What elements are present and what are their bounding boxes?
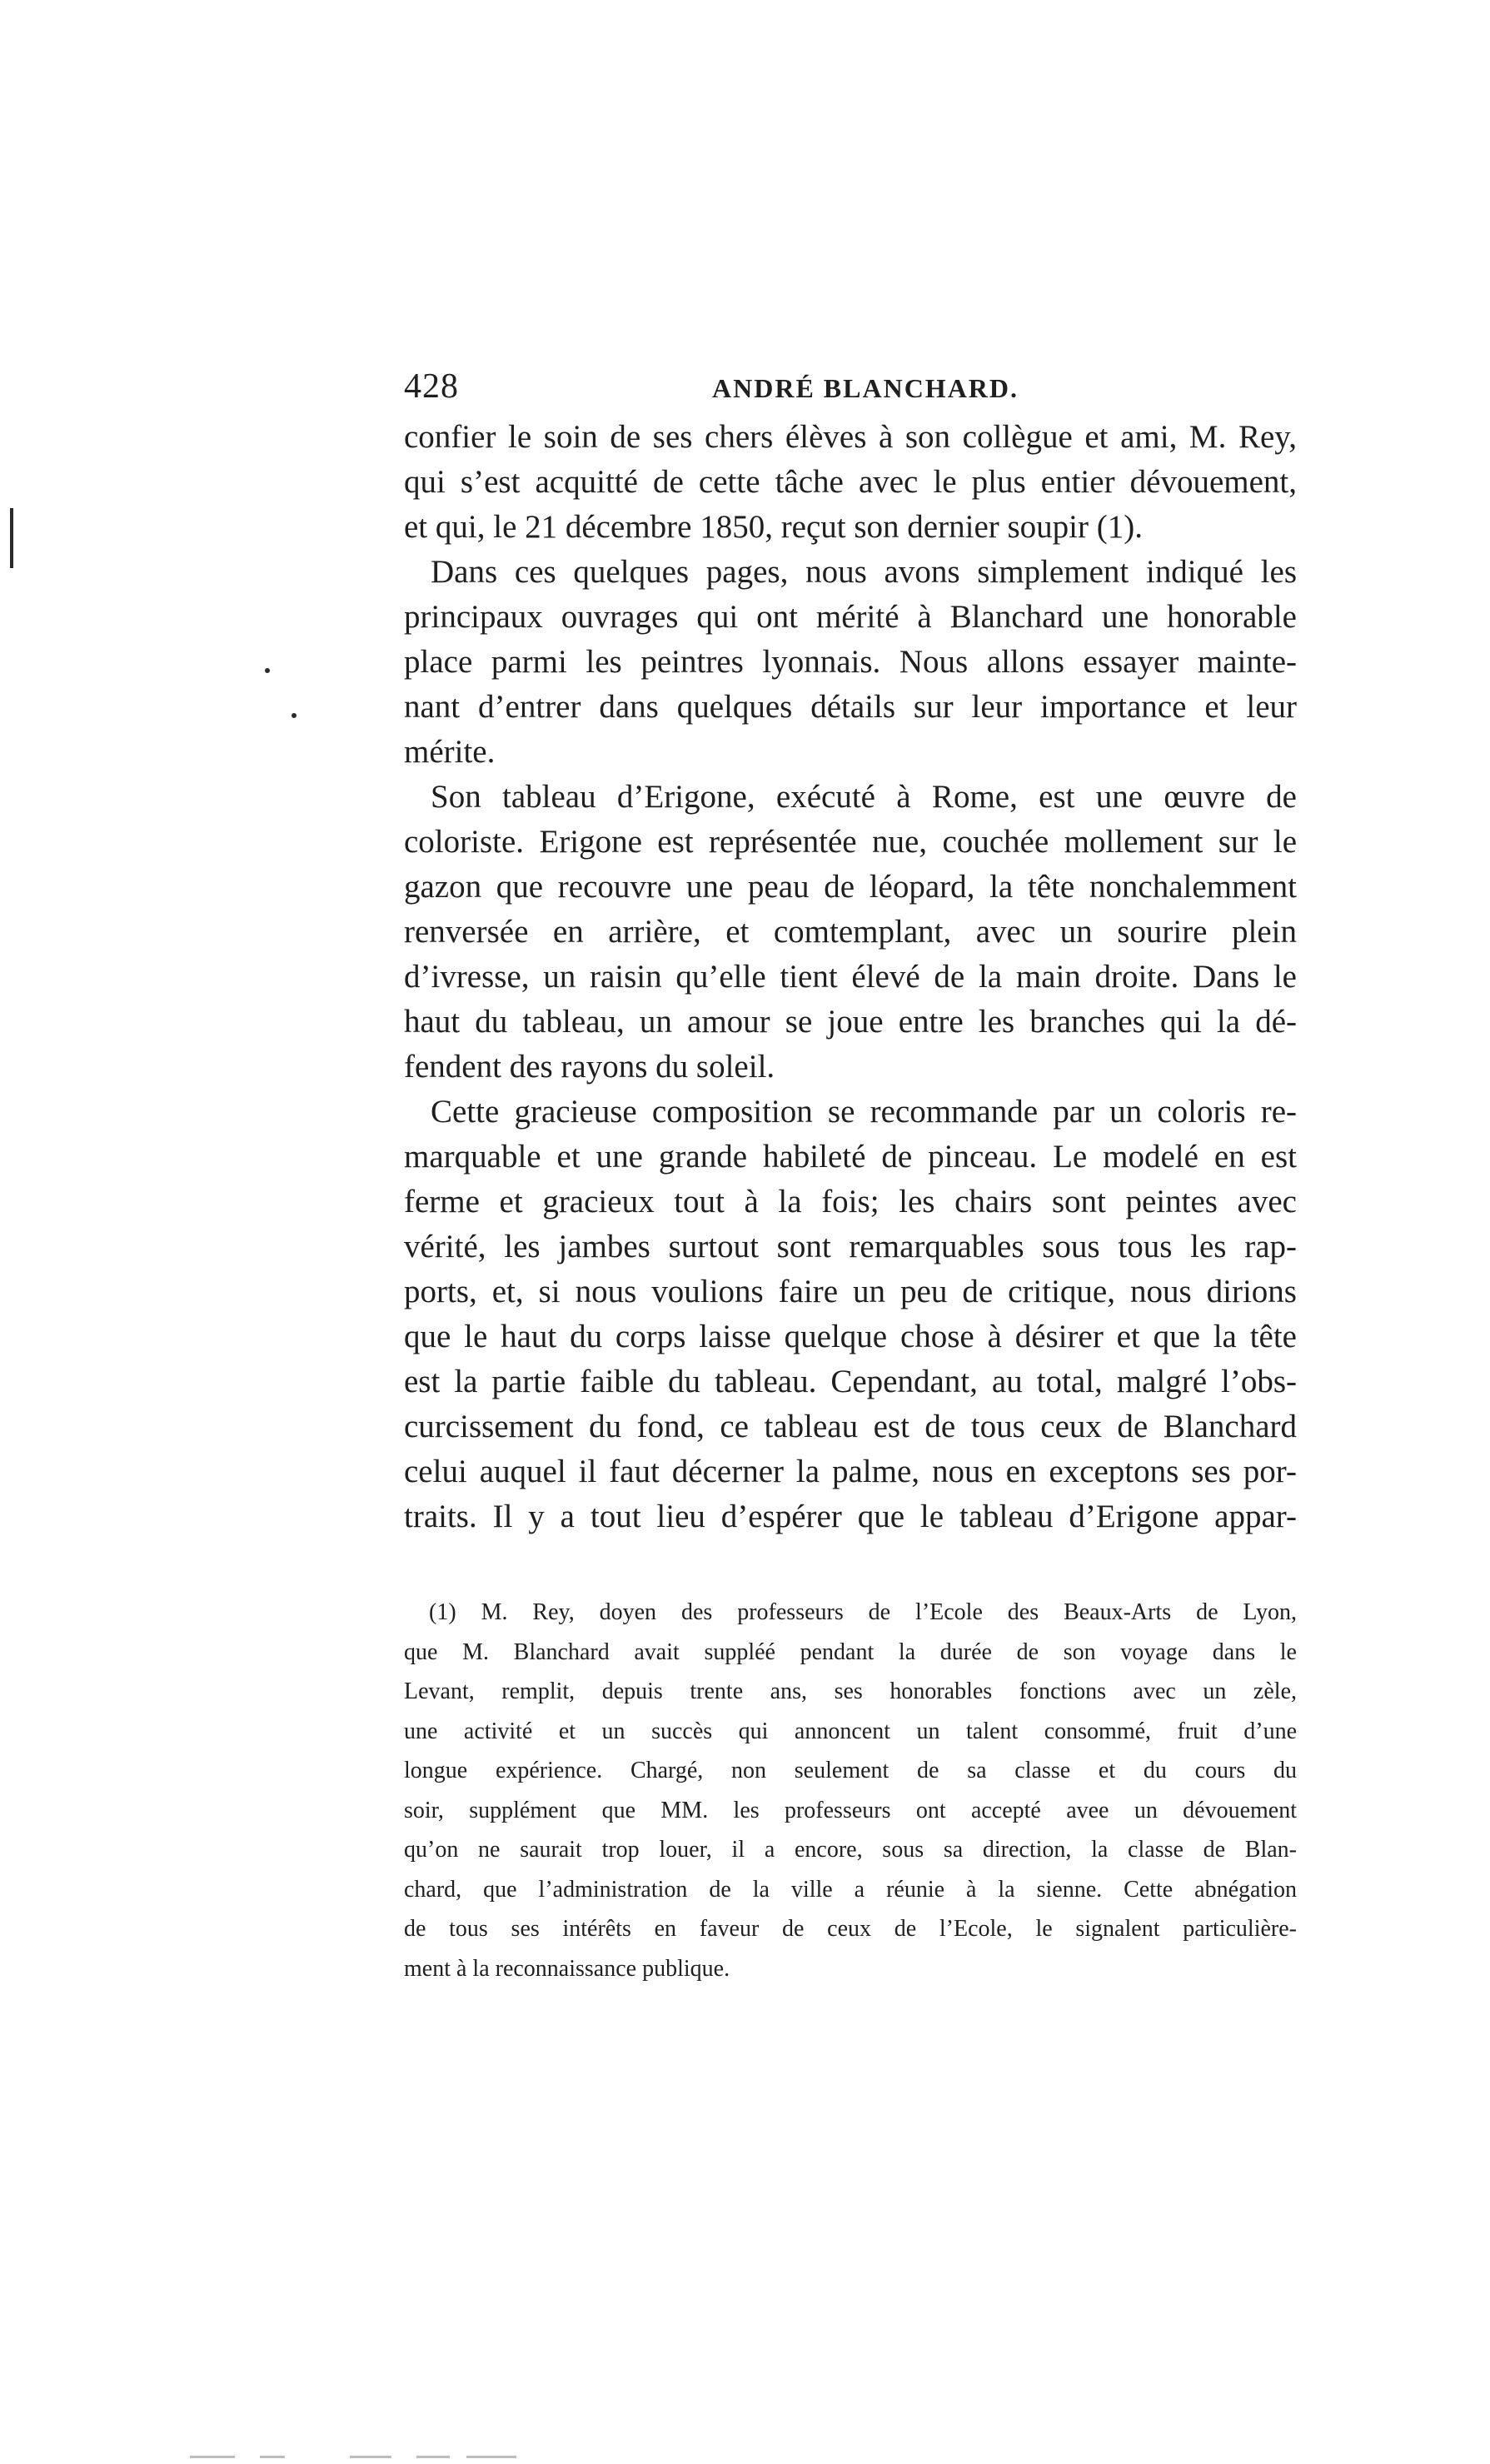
- text-line: place parmi les peintres lyonnais. Nous allons essayer mainte-: [404, 644, 1297, 680]
- text-line: Cette gracieuse composition se recommande par un coloris re-: [431, 1094, 1297, 1130]
- text-line: et qui, le 21 décembre 1850, reçut son dernier soupir (1).: [404, 509, 1143, 545]
- footnote-line: chard, que l’administration de la ville a réunie à la sienne. Cette abnégation: [404, 1876, 1297, 1903]
- footnote-line: qu’on ne saurait trop louer, il a encore, sous sa direction, la classe de Blan-: [404, 1837, 1297, 1863]
- text-line: renversée en arrière, et comtemplant, avec un sourire plein: [404, 914, 1297, 950]
- scan-artifact-rule: [260, 2456, 285, 2458]
- text-line: vérité, les jambes surtout sont remarquables sous tous les rap-: [404, 1229, 1297, 1264]
- text-line: ferme et gracieux tout à la fois; les chairs sont peintes avec: [404, 1184, 1297, 1220]
- text-line: d’ivresse, un raisin qu’elle tient élevé de la main droite. Dans le: [404, 959, 1297, 995]
- text-line: fendent des rayons du soleil.: [404, 1049, 775, 1085]
- page-header: [404, 367, 1312, 416]
- page-number: 428: [404, 367, 459, 406]
- text-line: marquable et une grande habileté de pinceau. Le modelé en est: [404, 1139, 1297, 1175]
- footnote-line: que M. Blanchard avait suppléé pendant la durée de son voyage dans le: [404, 1639, 1297, 1665]
- scan-artifact-rule: [466, 2456, 516, 2458]
- text-line: nant d’entrer dans quelques détails sur leur importance et leur: [404, 689, 1297, 725]
- text-line: confier le soin de ses chers élèves à son collègue et ami, M. Rey,: [404, 419, 1297, 455]
- footnote: [404, 1593, 1297, 1988]
- footnote-line: (1) M. Rey, doyen des professeurs de l’Ecole des Beaux-Arts de Lyon,: [429, 1599, 1297, 1625]
- scan-artifact-rule: [416, 2456, 450, 2458]
- running-head: ANDRÉ BLANCHARD.: [712, 373, 1019, 403]
- text-line: principaux ouvrages qui ont mérité à Blanchard une honorable: [404, 599, 1297, 635]
- text-line: celui auquel il faut décerner la palme, nous en exceptons ses por-: [404, 1454, 1297, 1489]
- scan-artifact-bar: [10, 508, 13, 568]
- text-line: est la partie faible du tableau. Cependant, au total, malgré l’obs-: [404, 1364, 1297, 1399]
- text-line: gazon que recouvre une peau de léopard, la tête nonchalemment: [404, 869, 1297, 905]
- text-line: que le haut du corps laisse quelque chose à désirer et que la tête: [404, 1319, 1297, 1354]
- scan-artifact-rule: [190, 2456, 235, 2458]
- footnote-line: soir, supplément que MM. les professeurs ont accepté avee un dévouement: [404, 1797, 1297, 1823]
- scan-artifact-dot: [292, 713, 297, 718]
- main-text: [404, 415, 1297, 1539]
- text-line: Dans ces quelques pages, nous avons simplement indiqué les: [431, 554, 1297, 590]
- text-line: qui s’est acquitté de cette tâche avec le plus entier dévouement,: [404, 464, 1297, 500]
- footnote-line: ment à la reconnaissance publique.: [404, 1955, 730, 1982]
- text-line: traits. Il y a tout lieu d’espérer que le tableau d’Erigone appar-: [404, 1499, 1297, 1534]
- text-line: ports, et, si nous voulions faire un peu de critique, nous dirions: [404, 1274, 1297, 1309]
- scan-artifact-rule: [350, 2456, 391, 2458]
- footnote-line: de tous ses intérêts en faveur de ceux de l’Ecole, le signalent particulière-: [404, 1916, 1297, 1942]
- text-line: curcissement du fond, ce tableau est de tous ceux de Blanchard: [404, 1409, 1297, 1444]
- text-line: haut du tableau, un amour se joue entre les branches qui la dé-: [404, 1004, 1297, 1040]
- text-line: coloriste. Erigone est représentée nue, couchée mollement sur le: [404, 824, 1297, 860]
- scan-artifact-dot: [265, 668, 270, 673]
- text-line: mérite.: [404, 734, 496, 770]
- footnote-line: longue expérience. Chargé, non seulement de sa classe et du cours du: [404, 1758, 1297, 1783]
- text-line: Son tableau d’Erigone, exécuté à Rome, est une œuvre de: [431, 779, 1297, 815]
- footnote-line: une activité et un succès qui annoncent un talent consommé, fruit d’une: [404, 1718, 1297, 1744]
- footnote-line: Levant, remplit, depuis trente ans, ses honorables fonctions avec un zèle,: [404, 1678, 1297, 1704]
